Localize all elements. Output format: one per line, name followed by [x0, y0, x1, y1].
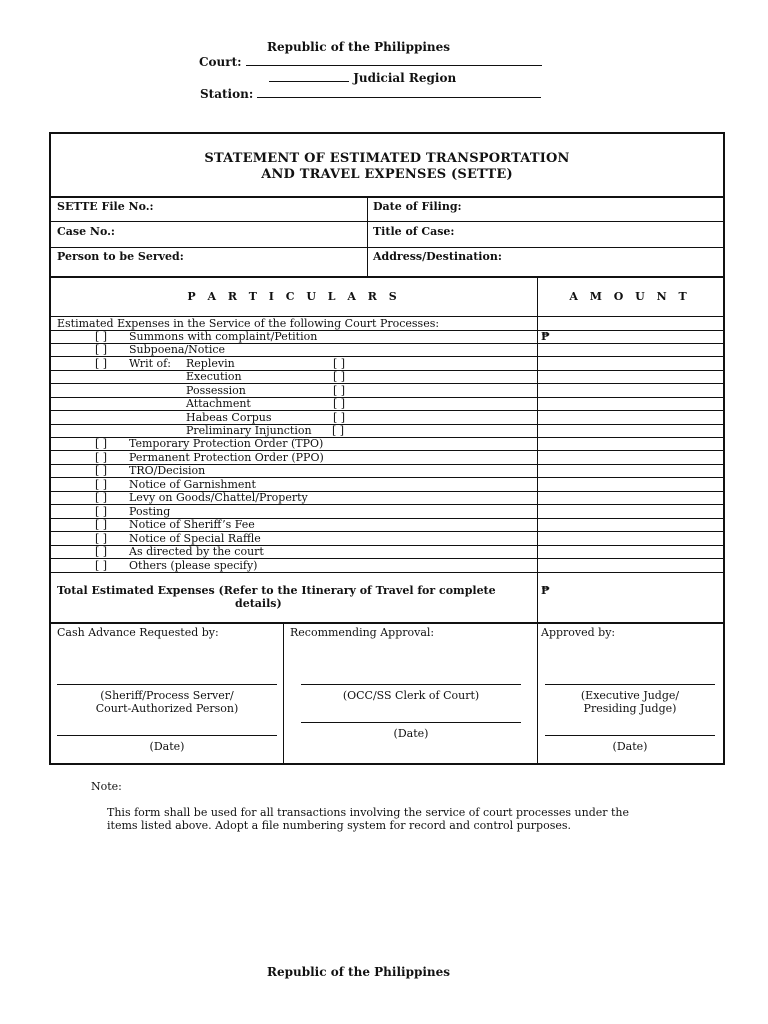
- checkbox[interactable]: [ ]: [332, 424, 345, 437]
- writ-habeas-corpus: Habeas Corpus: [186, 411, 272, 424]
- station-line: [200, 87, 541, 101]
- region-label: Judicial Region: [353, 71, 457, 85]
- total-label-line1: Total Estimated Expenses (Refer to the Itinerary of Travel for complete: [57, 584, 496, 597]
- checkbox[interactable]: [ ]: [95, 491, 108, 504]
- row-divider: [51, 370, 723, 371]
- date-line[interactable]: [301, 722, 521, 723]
- checkbox[interactable]: [ ]: [95, 545, 108, 558]
- writ-execution: Execution: [186, 370, 242, 383]
- signature-line[interactable]: [545, 684, 715, 685]
- item-others: Others (please specify): [129, 559, 258, 572]
- sette-form: [49, 132, 725, 765]
- signature-divider: [283, 622, 284, 763]
- divider: [367, 196, 368, 276]
- date-of-filing-label: Date of Filing:: [373, 200, 462, 213]
- court-blank: [246, 55, 542, 66]
- cash-advance-label: Cash Advance Requested by:: [57, 626, 219, 639]
- address-label: Address/Destination:: [373, 250, 502, 263]
- divider: [51, 622, 723, 624]
- region-blank: [269, 71, 349, 82]
- peso-sign: ₱: [541, 330, 550, 343]
- item-special-raffle: Notice of Special Raffle: [129, 532, 261, 545]
- intro-text: Estimated Expenses in the Service of the following Court Processes:: [57, 317, 440, 330]
- checkbox[interactable]: [ ]: [95, 330, 108, 343]
- row-divider: [51, 572, 723, 573]
- item-writ-of: Writ of:: [129, 357, 171, 370]
- court-label: Court:: [199, 55, 242, 69]
- form-title-line1: STATEMENT OF ESTIMATED TRANSPORTATION: [204, 151, 570, 166]
- item-subpoena: Subpoena/Notice: [129, 343, 226, 356]
- court-line: [199, 55, 542, 69]
- station-label: Station:: [200, 87, 254, 101]
- item-tpo: Temporary Protection Order (TPO): [129, 437, 324, 450]
- divider: [51, 276, 723, 278]
- checkbox[interactable]: [ ]: [95, 451, 108, 464]
- checkbox[interactable]: [ ]: [95, 518, 108, 531]
- item-directed-by-court: As directed by the court: [129, 545, 264, 558]
- title-of-case-label: Title of Case:: [373, 225, 455, 238]
- sheriff-caption-line2: Court-Authorized Person): [95, 702, 239, 715]
- footer-republic-heading: Republic of the Philippines: [267, 965, 451, 979]
- signature-line[interactable]: [57, 684, 277, 685]
- row-divider: [51, 383, 723, 384]
- sheriff-caption-line1: (Sheriff/Process Server/: [100, 689, 234, 702]
- date-caption: (Date): [149, 740, 185, 753]
- republic-heading: Republic of the Philippines: [267, 40, 451, 54]
- judge-caption-line2: Presiding Judge): [583, 702, 677, 715]
- checkbox[interactable]: [ ]: [95, 437, 108, 450]
- date-caption: (Date): [393, 727, 429, 740]
- particulars-header: P A R T I C U L A R S: [187, 290, 401, 303]
- note-line2: items listed above. Adopt a file numbering system for record and control purposes.: [107, 819, 572, 832]
- item-garnishment: Notice of Garnishment: [129, 478, 256, 491]
- sette-file-no-label: SETTE File No.:: [57, 200, 154, 213]
- checkbox[interactable]: [ ]: [95, 343, 108, 356]
- station-blank: [257, 87, 541, 98]
- signature-divider: [537, 622, 538, 763]
- checkbox[interactable]: [ ]: [95, 478, 108, 491]
- person-served-label: Person to be Served:: [57, 250, 184, 263]
- item-tro-decision: TRO/Decision: [129, 464, 206, 477]
- divider: [51, 196, 723, 198]
- writ-replevin: Replevin: [186, 357, 235, 370]
- item-summons: Summons with complaint/Petition: [129, 330, 318, 343]
- item-ppo: Permanent Protection Order (PPO): [129, 451, 324, 464]
- date-line[interactable]: [545, 735, 715, 736]
- date-line[interactable]: [57, 735, 277, 736]
- row-divider: [51, 424, 723, 425]
- item-levy: Levy on Goods/Chattel/Property: [129, 491, 308, 504]
- checkbox[interactable]: [ ]: [333, 384, 346, 397]
- writ-attachment: Attachment: [186, 397, 251, 410]
- writ-possession: Possession: [186, 384, 246, 397]
- approved-label: Approved by:: [541, 626, 616, 639]
- checkbox[interactable]: [ ]: [333, 397, 346, 410]
- divider: [51, 247, 723, 248]
- total-label-line2: details): [235, 597, 282, 610]
- checkbox[interactable]: [ ]: [95, 532, 108, 545]
- total-peso-sign: ₱: [541, 584, 550, 597]
- row-divider: [51, 397, 723, 398]
- item-sheriffs-fee: Notice of Sheriff’s Fee: [129, 518, 255, 531]
- divider: [51, 221, 723, 222]
- clerk-caption: (OCC/SS Clerk of Court): [342, 689, 480, 702]
- amount-header: A M O U N T: [569, 290, 691, 303]
- checkbox[interactable]: [ ]: [95, 464, 108, 477]
- signature-line[interactable]: [301, 684, 521, 685]
- checkbox[interactable]: [ ]: [95, 559, 108, 572]
- judge-caption-line1: (Executive Judge/: [580, 689, 680, 702]
- checkbox[interactable]: [ ]: [333, 357, 346, 370]
- checkbox[interactable]: [ ]: [333, 370, 346, 383]
- note-line1: This form shall be used for all transactions involving the service of court processes under the: [107, 806, 630, 819]
- note-label: Note:: [91, 780, 122, 793]
- form-title-line2: AND TRAVEL EXPENSES (SETTE): [261, 167, 513, 182]
- checkbox[interactable]: [ ]: [95, 505, 108, 518]
- case-no-label: Case No.:: [57, 225, 115, 238]
- region-line: [269, 71, 456, 85]
- item-posting: Posting: [129, 505, 171, 518]
- writ-preliminary-injunction: Preliminary Injunction: [186, 424, 312, 437]
- date-caption: (Date): [612, 740, 648, 753]
- checkbox[interactable]: [ ]: [95, 357, 108, 370]
- row-divider: [51, 410, 723, 411]
- recommending-label: Recommending Approval:: [290, 626, 435, 639]
- checkbox[interactable]: [ ]: [333, 411, 346, 424]
